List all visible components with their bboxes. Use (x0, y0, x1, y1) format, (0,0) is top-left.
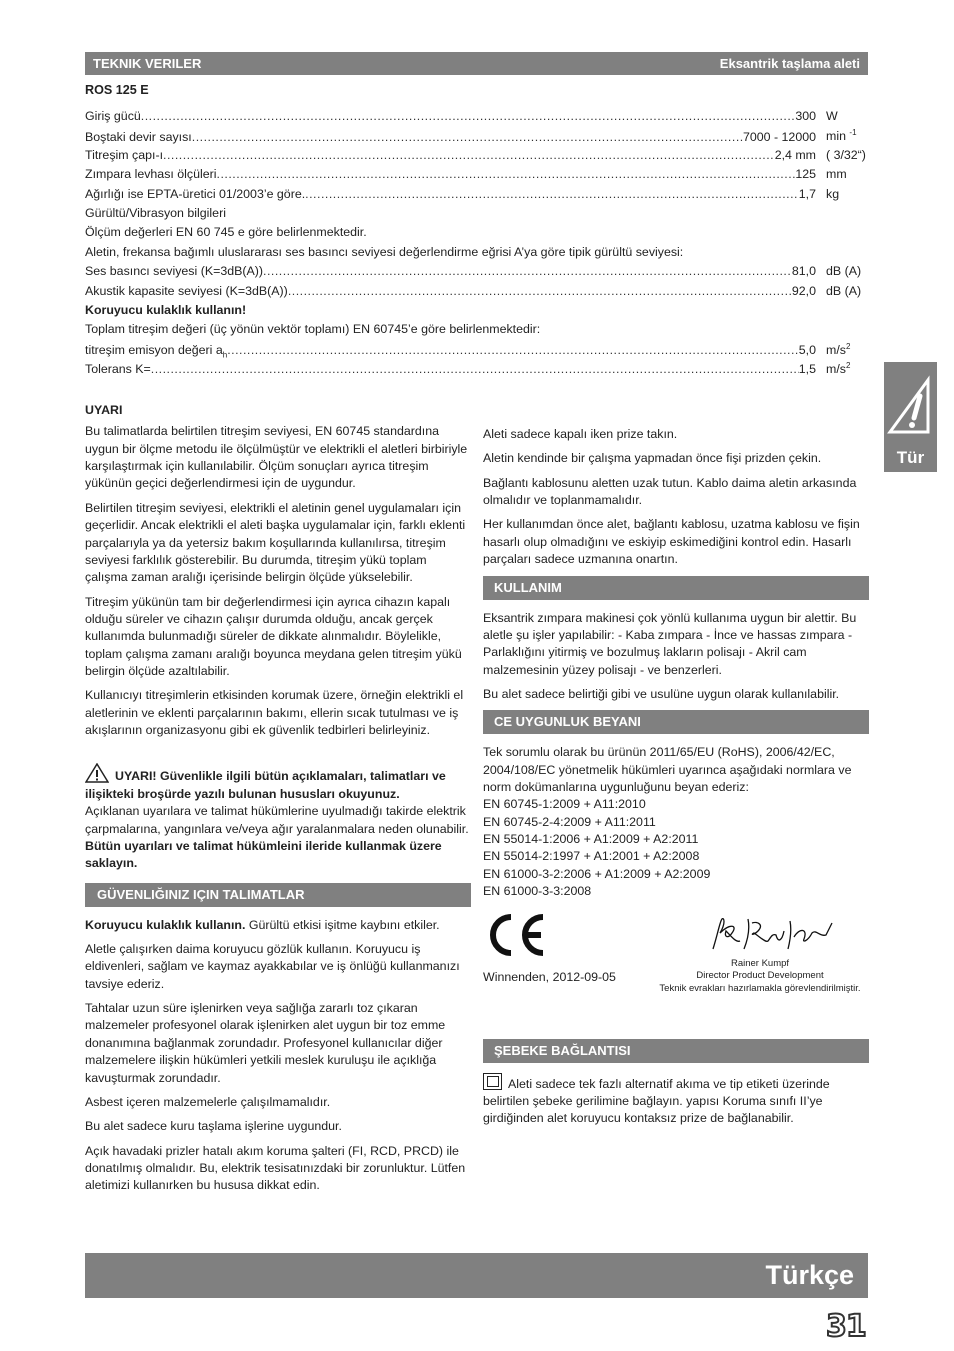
paragraph: Kullanıcıyı titreşimlerin etkisinden korumak üzere, örneğin elektrikli el aletlerinin ve eklenti parçalarının bakımı, ellerin sıcak tutulması ve iş akışlarının organizasyonu gibi ek güvenlik tedbirleri belirleyiniz. (85, 688, 464, 738)
spec-row: Ses basıncı seviyesi (K=3dB(A)) ..... 81,0 dB (A) (85, 263, 868, 282)
model-name: ROS 125 E (85, 83, 149, 97)
norm-item: EN 61000-3-3:2008 (483, 884, 592, 899)
section-title-usage: KULLANIM (483, 576, 869, 600)
spec-table (85, 108, 868, 379)
paragraph: Aletle çalışırken daima koruyucu gözlük kullanın. Koruyucu iş eldivenleri, sağlam ve kaymaz ayakkabılar ve iş önlüğü kullanmanızı tavsiye ederiz. (85, 941, 460, 991)
norm-item: EN 55014-1:2006 + A1:2009 + A2:2011 (483, 832, 699, 847)
warning-triangle-icon (85, 763, 109, 783)
paragraph: Aleti sadece tek fazlı alternatif akıma ve tip etiketi üzerinde belirtilen şebeke gerilimine bağlayın. yapısı Koruma sınıfı II’ye girdiğinden alet koruyucu kontaksız prize de bağlanabilir. (483, 1073, 869, 1128)
paragraph: Aleti sadece kapalı iken prize takın. (483, 427, 678, 441)
spec-row: Giriş gücü ..... 300 W (85, 108, 868, 127)
signature-icon (708, 913, 838, 955)
spec-row: Tolerans K= ..... 1,5 $m/s^2$ (85, 360, 868, 379)
footer-title: Türkçe (765, 1260, 854, 1290)
paragraph: Koruyucu kulaklık kullanın. Gürültü etkisi işitme kaybını etkiler. (85, 917, 440, 932)
protection-class-ii-icon (483, 1073, 502, 1090)
ce-signature-area (483, 911, 869, 1031)
paragraph: Titreşim yükünün tam bir değerlendirmesi için ayrıca cihazın kapalı olduğu süreler ve cihazın çalışır durumda olduğu, ancak gerçek kullanımda bulunmadığı süreler de dikkate alınmalıdır. Böylelikle, toplam çalışma zamanı aralığı boyunca meydana gelen titreşim yükü belirgin ölçüde azaltılabilir. (85, 594, 462, 679)
spec-row: Ağırlığı ise EPTA-üretici 01/2003’e göre. ..... 1,7 kg (85, 186, 868, 205)
ce-mark-icon (485, 911, 547, 959)
norm-item: EN 55014-2:1997 + A1:2001 + A2:2008 (483, 849, 700, 864)
page-number: 31 (826, 1309, 866, 1344)
spec-row: Boştaki devir sayısı ..... 7000 - 12000 min $^{-1}$ (85, 127, 868, 146)
ce-declaration: Tek sorumlu olarak bu ürünün 2011/65/EU (RoHS), 2006/42/EC, 2004/108/EC yönetmelik hükümleri uyarınca aşağıdaki normlara ve norm dokümanlarına uygunluğunu beyan ederiz: (483, 745, 852, 795)
language-tab (884, 362, 937, 472)
paragraph: Açık havadaki prizler hatalı akım koruma şalteri (FI, RCD, PRCD) ile donatılmış olmalıdır. Bu, elektrik tesisatınızdaki bir zorunluktur. Lütfen aletimizi kullanırken bu hususa dikkat edin. (85, 1143, 466, 1193)
spec-row: Titreşim çapı-ı ..... 2,4 mm ( 3/32“) (85, 147, 868, 166)
norm-list (483, 796, 869, 900)
norm-item: EN 61000-3-2:2006 + A1:2009 + A2:2009 (483, 866, 711, 881)
header-bar (85, 52, 868, 75)
ear-warning: Koruyucu kulaklık kullanın! (85, 302, 247, 317)
spec-row: titreşim emisyon değeri $a_h$ ..... 5,0 $m/s^2$ (85, 341, 868, 360)
section-title-safety: GÜVENLIĞINIZ IÇIN TALIMATLAR (85, 883, 471, 907)
paragraph: Tahtalar uzun süre işlenirken veya sağlığa zararlı toz çıkaran malzemeler profesyonel olarak işlenirken alet uygun bir toz emme donanımına bağlanmak zorundadır. Profesyonel kullanıcılar diğer malzemelere ilişkin hükümleri yetkili meslek kuruluşu ile açıklığa kavuşturmak zorundadır. (85, 1001, 446, 1085)
paragraph: Bu alet sadece belirtiği gibi ve usulüne uygun olarak kullanılabilir. (483, 686, 840, 701)
header-right: Eksantrik taşlama aleti (719, 56, 860, 71)
paragraph: Bu alet sadece kuru taşlama işlerine uygundur. (85, 1119, 342, 1134)
right-column (483, 426, 869, 1135)
language-tab-label: Tür (896, 448, 925, 467)
spec-row: Akustik kapasite seviyesi (K=3dB(A)) ..... 92,0 dB (A) (85, 283, 868, 302)
signature-text: Rainer Kumpf Director Product Development Teknik evrakları hazırlamakla görevlendirilmiştir. (659, 957, 861, 995)
paragraph: Bağlantı kablosunu aletten uzak tutun. Kablo daima aletin arkasında olmalıdır ve toplanmamalıdır. (483, 475, 857, 508)
header-left: TEKNIK VERILER (93, 56, 202, 71)
paragraph: Bu talimatlarda belirtilen titreşim seviyesi, EN 60745 standardına uygun bir ölçme metodu ile ölçülmüştür ve elektrikli el aletleri birbiriyle karşılaştırmak için kullanılabilir. Ölçüm sonuçları ayrıca titreşim yükünün geçici değerlendirmesi için de uygundur. (85, 424, 468, 491)
section-title-ce: CE UYGUNLUK BEYANI (483, 710, 869, 734)
noise-line: Ölçüm değerleri EN 60 745 e göre belirlenmektedir. (85, 225, 367, 240)
vibration-line: Toplam titreşim değeri (üç yönün vektör toplamı) EN 60745’e göre belirlenmektedir: (85, 322, 541, 337)
paragraph: Eksantrik zımpara makinesi çok yönlü kullanıma uygun bir alettir. Bu aletle şu işler yapılabilir: - Kaba zımpara - İnce ve hassas zımpara - Parlaklığını yitirmiş ve bozulmuş lakların polisajı - Akril cam malzemesinin yüzey polisajı - ve benzerleri. (483, 610, 857, 677)
paragraph: Asbest içeren malzemelerle çalışılmamalıdır. (85, 1094, 331, 1109)
section-title-mains: ŞEBEKE BAĞLANTISI (483, 1039, 869, 1063)
paragraph: Her kullanımdan önce alet, bağlantı kablosu, uzatma kablosu ve fişin hasarlı olup olmadığını ve eskiyip eskimediğini kontrol edin. Hasarlı parçaları sadece uzmanına onartın. (483, 517, 860, 567)
warning-triangle-icon (884, 362, 937, 442)
safety-warning: UYARI! Güvenlikle ilgili bütün açıklamaları, talimatları ve ilişikteki broşürde yazılı bulunan hususları okuyunuz. Açıklanan uyarılara ve talimat hükümlerine uyulmadığı takirde elektrik çarpmalarına, yangınlara ve/veya ağır yaralanmalara neden olunabilir. Bütün uyarıları ve talimat hükümleini ileride kullanmak üzere saklayın. (85, 763, 471, 872)
noise-title: Gürültü/Vibrasyon bilgileri (85, 205, 226, 220)
uyari-title: UYARI (85, 403, 123, 417)
ce-date: Winnenden, 2012-09-05 (483, 969, 616, 984)
spec-row: Zımpara levhası ölçüleri ..... 125 mm (85, 166, 868, 185)
footer-bar (85, 1253, 868, 1298)
paragraph: Belirtilen titreşim seviyesi, elektrikli el aletinin genel uygulamaları için geçerlidir. Ancak elektrikli el aleti başka uygulamalar için, farklı eklenti parçalarıyla ya da yetersiz bakım koşullarında kullanılırsa, titreşim seviyesi farklılık gösterebilir. Bu durumda, titreşim yükü toplam çalışma zaman aralığı içerisinde belirgin ölçüde yükselebilir. (85, 500, 466, 585)
norm-item: EN 60745-1:2009 + A11:2010 (483, 797, 646, 812)
noise-line: Aletin, frekansa bağımlı uluslararası ses basıncı seviyesi değerlendirme eğrisi A’ya göre tipik gürültü seviyesi: (85, 244, 684, 259)
paragraph: Aletin kendinde bir çalışma yapmadan önce fişi prizden çekin. (483, 451, 822, 466)
left-column (85, 402, 471, 1202)
norm-item: EN 60745-2-4:2009 + A11:2011 (483, 814, 656, 829)
